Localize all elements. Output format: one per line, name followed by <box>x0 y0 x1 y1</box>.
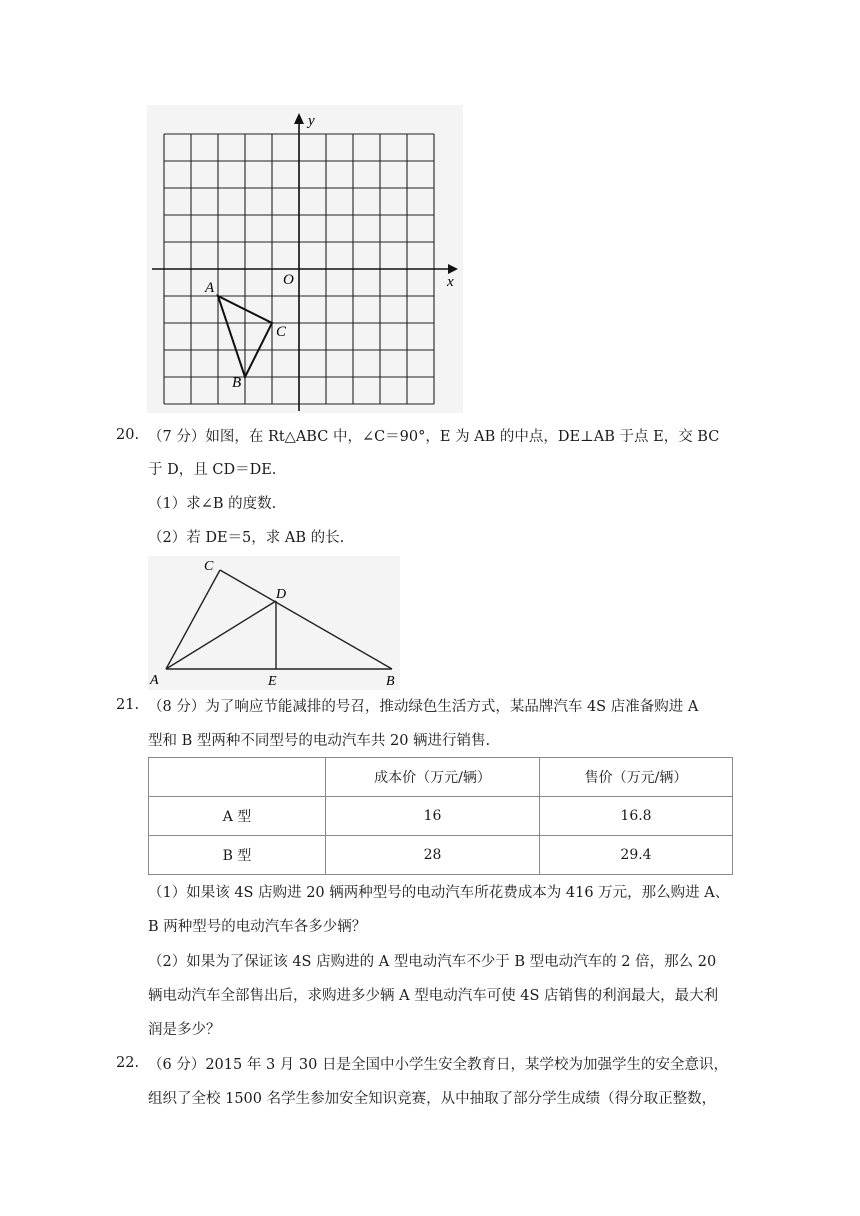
price-table <box>148 757 733 875</box>
q21-sub1-line2: B 两种型号的电动汽车各多少辆？ <box>148 919 367 935</box>
q20-number: 20. <box>116 427 140 443</box>
q22-number: 22. <box>116 1055 140 1071</box>
point-c-label: C <box>276 324 287 340</box>
point-a-label: A <box>205 280 215 296</box>
q22-line2: 组织了全校 1500 名学生参加安全知识竞赛，从中抽取了部分学生成绩（得分取正整数， <box>148 1091 717 1107</box>
triangle-figure <box>148 556 400 690</box>
q21-number: 21. <box>116 697 140 713</box>
q22-line1: （6 分）2015 年 3 月 30 日是全国中小学生安全教育日，某学校为加强学生的安全意识， <box>148 1057 728 1073</box>
q21-sub2-line2: 辆电动汽车全部售出后，求购进多少辆 A 型电动汽车可使 4S 店销售的利润最大，最大利 <box>148 988 719 1004</box>
table-header-row <box>149 758 733 797</box>
label-e: E <box>268 674 277 689</box>
q21-sub2-line1: （2）如果为了保证该 4S 店购进的 A 型电动汽车不少于 B 型电动汽车的 2 倍，那么 20 <box>148 954 717 970</box>
table-row <box>149 836 733 875</box>
label-b: B <box>386 674 395 689</box>
coordinate-grid-svg <box>140 105 470 415</box>
point-b-label: B <box>232 375 242 391</box>
q20-line2: 于 D，且 CD＝DE. <box>148 462 277 478</box>
origin-label: O <box>283 272 294 288</box>
table-header-cell: 售价（万元/辆） <box>540 758 733 797</box>
table-cell: A 型 <box>149 797 326 836</box>
table-header-cell <box>149 758 326 797</box>
table-header-cell: 成本价（万元/辆） <box>326 758 540 797</box>
q21-line2: 型和 B 型两种不同型号的电动汽车共 20 辆进行销售. <box>148 733 491 749</box>
table-cell: 28 <box>326 836 540 875</box>
label-d: D <box>276 587 287 602</box>
x-axis-label: x <box>447 274 454 290</box>
table-cell: B 型 <box>149 836 326 875</box>
label-a: A <box>150 673 159 688</box>
coordinate-grid-figure <box>140 105 470 415</box>
q20-sub1: （1）求∠B 的度数. <box>148 496 277 512</box>
y-axis-label: y <box>308 113 315 129</box>
q21-line1: （8 分）为了响应节能减排的号召，推动绿色生活方式，某品牌汽车 4S 店准备购进 A <box>148 699 699 715</box>
q20-sub2: （2）若 DE＝5，求 AB 的长. <box>148 530 345 546</box>
q20-line1: （7 分）如图，在 Rt△ABC 中，∠C＝90°，E 为 AB 的中点，DE⊥AB 于点 E，交 BC <box>148 429 720 445</box>
q21-sub2-line3: 润是多少？ <box>148 1022 221 1038</box>
triangle-figure-svg <box>148 556 400 690</box>
table-cell: 29.4 <box>540 836 733 875</box>
table-row <box>149 797 733 836</box>
table-cell: 16.8 <box>540 797 733 836</box>
q21-sub1-line1: （1）如果该 4S 店购进 20 辆两种型号的电动汽车所花费成本为 416 万元，那么购进 A、 <box>148 885 730 901</box>
label-c: C <box>204 559 214 574</box>
table-cell: 16 <box>326 797 540 836</box>
